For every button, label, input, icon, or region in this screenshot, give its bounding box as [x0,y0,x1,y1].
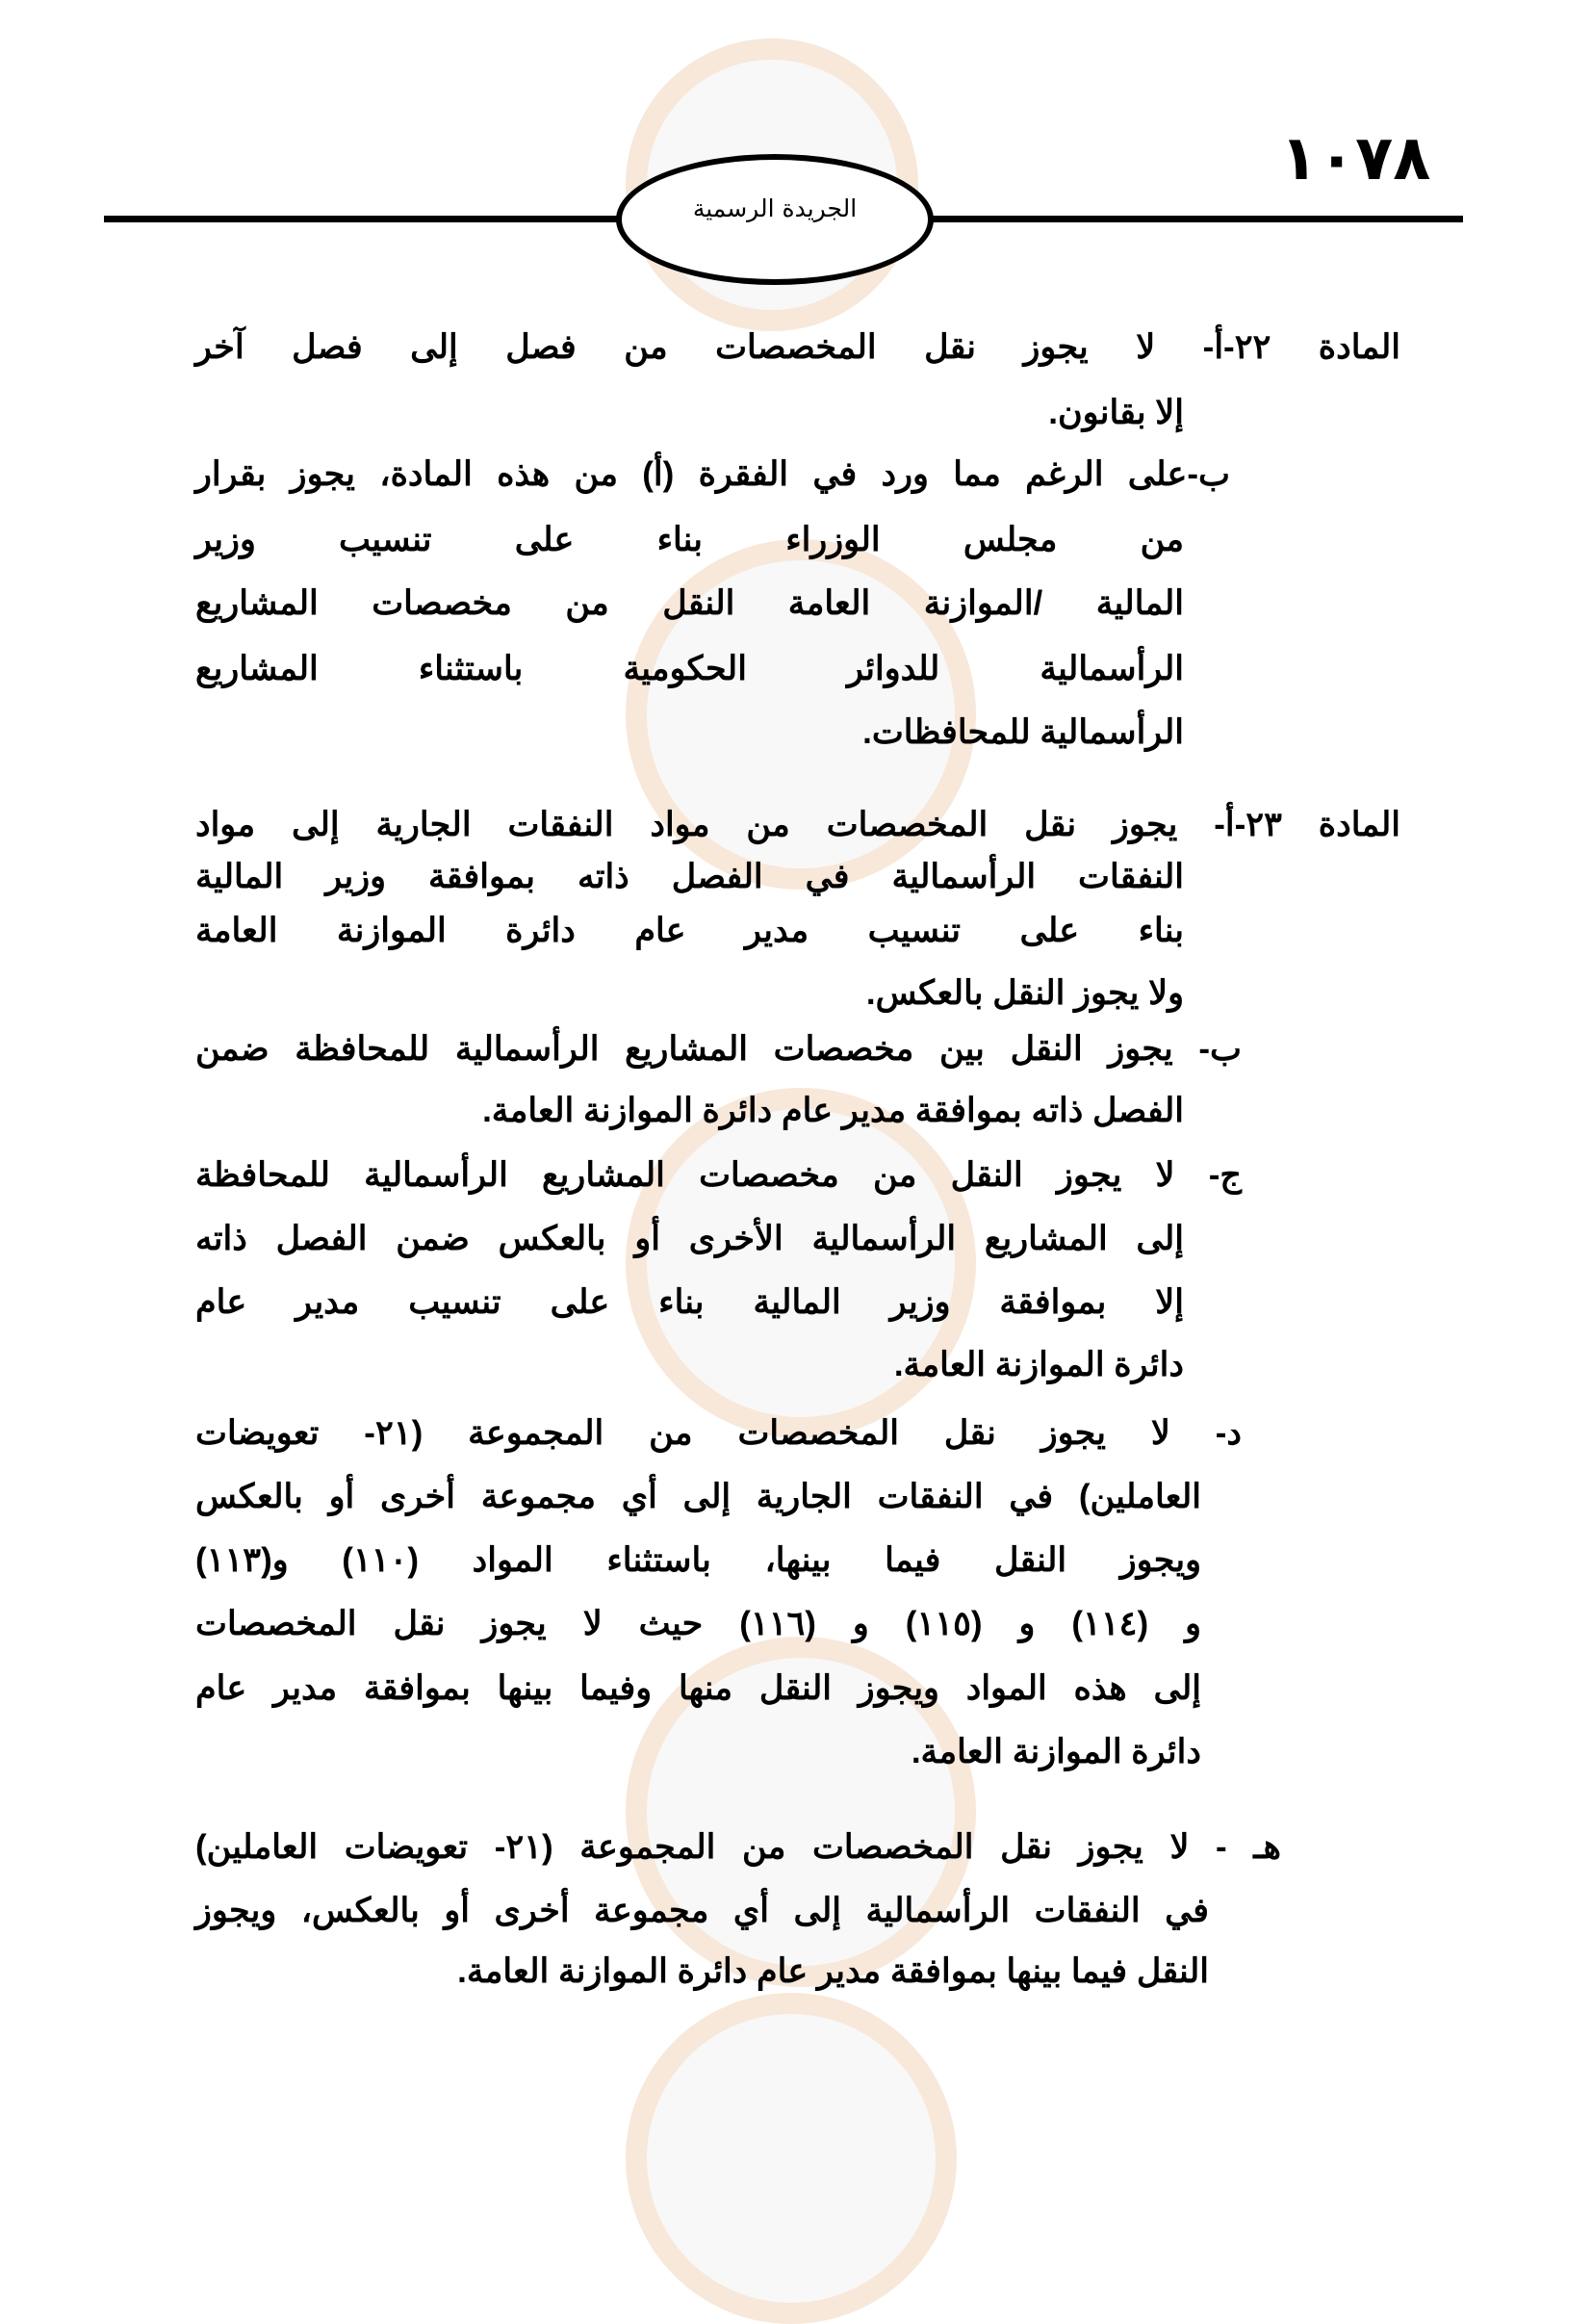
watermark-clock-icon [626,1993,957,2324]
article-23-d-line: دائرة الموازنة العامة. [911,1733,1201,1770]
article-23-d-line: و (١١٤) و (١١٥) و (١١٦) حيث لا يجوز نقل المخصصات [195,1605,1201,1642]
article-22-b-line: من مجلس الوزراء بناء على تنسيب وزير [195,521,1184,558]
article-23-a-line: بناء على تنسيب مدير عام دائرة الموازنة العامة [195,912,1184,949]
article-23-e-line: هـ - لا يجوز نقل المخصصات من المجموعة (٢١- تعويضات العاملين) [195,1828,1281,1866]
article-23-c-line: إلى المشاريع الرأسمالية الأخرى أو بالعكس ضمن الفصل ذاته [195,1220,1184,1257]
article-23-a-line: المادة ٢٣-أ- يجوز نقل المخصصات من مواد النفقات الجارية إلى مواد [195,806,1401,843]
article-23-e-line: النقل فيما بينها بموافقة مدير عام دائرة الموازنة العامة. [457,1952,1209,1990]
article-23-e-line: في النفقات الرأسمالية إلى أي مجموعة أخرى أو بالعكس، ويجوز [195,1892,1209,1929]
article-23-d-line: العاملين) في النفقات الجارية إلى أي مجموعة أخرى أو بالعكس [195,1478,1201,1515]
gazette-title: الجريدة الرسمية [692,194,858,222]
article-22-b-line: المالية /الموازنة العامة النقل من مخصصات المشاريع [195,584,1184,622]
article-23-b-line: الفصل ذاته بموافقة مدير عام دائرة الموازنة العامة. [482,1092,1184,1129]
article-23-d-line: ويجوز النقل فيما بينها، باستثناء المواد (١١٠) و(١١٣) [195,1541,1201,1579]
article-23-c-line: ج- لا يجوز النقل من مخصصات المشاريع الرأسمالية للمحافظة [195,1156,1242,1194]
article-22-b-line: الرأسمالية للدوائر الحكومية باستثناء المشاريع [195,650,1184,687]
page-number: ١٠٧٨ [1280,123,1431,194]
article-23-a-line: ولا يجوز النقل بالعكس. [865,974,1184,1012]
article-22-a-line: إلا بقانون. [1048,394,1184,431]
article-22-b-line: الرأسمالية للمحافظات. [862,713,1184,751]
article-23-b-line: ب- يجوز النقل بين مخصصات المشاريع الرأسمالية للمحافظة ضمن [195,1030,1242,1068]
article-23-c-line: دائرة الموازنة العامة. [893,1346,1184,1383]
article-23-d-line: د- لا يجوز نقل المخصصات من المجموعة (٢١- تعويضات [195,1414,1242,1452]
article-23-d-line: إلى هذه المواد ويجوز النقل منها وفيما بينها بموافقة مدير عام [195,1669,1201,1707]
article-23-c-line: إلا بموافقة وزير المالية بناء على تنسيب مدير عام [195,1283,1184,1321]
article-22-b-line: ب-على الرغم مما ورد في الفقرة (أ) من هذه المادة، يجوز بقرار [195,455,1230,493]
article-22-a-line: المادة ٢٢-أ- لا يجوز نقل المخصصات من فصل إلى فصل آخر [195,328,1400,366]
article-23-a-line: النفقات الرأسمالية في الفصل ذاته بموافقة وزير المالية [195,858,1184,895]
